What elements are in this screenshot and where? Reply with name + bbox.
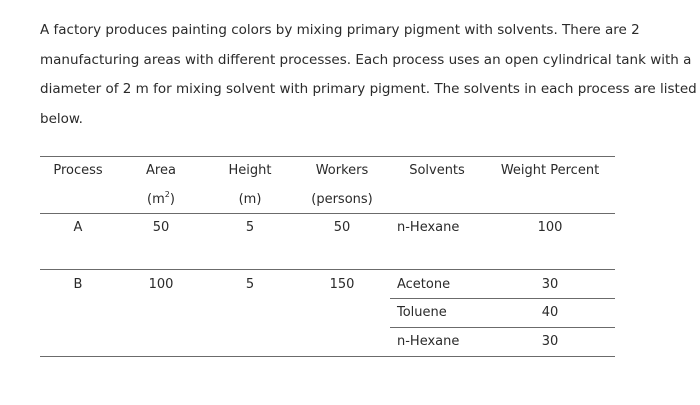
header-bottom-rule (40, 213, 615, 214)
row-b-height: 5 (245, 277, 255, 292)
paragraph-line: A factory produces painting colors by mixing primary pigment with solvents. There are 2 (40, 22, 640, 38)
row-b-area: 100 (148, 277, 174, 292)
row-b-solvent-3-weight: 30 (541, 334, 559, 349)
table-bottom-rule (40, 356, 615, 357)
header-workers: Workers (315, 163, 369, 178)
header-process: Process (53, 163, 103, 178)
row-a-workers: 50 (333, 220, 351, 235)
problem-statement (40, 16, 697, 134)
table-top-rule (40, 156, 615, 157)
row-a-height: 5 (245, 220, 255, 235)
row-b-workers: 150 (329, 277, 355, 292)
paragraph-line: manufacturing areas with different processes. Each process uses an open cylindrical tank with a (40, 51, 692, 68)
header-height-unit: (m) (238, 192, 262, 207)
row-b-solvent-2-weight: 40 (541, 305, 559, 320)
area-unit-suffix: ) (169, 192, 175, 207)
row-a-process: A (73, 220, 83, 235)
solvent-divider (390, 327, 615, 328)
area-unit-sup: 2 (164, 189, 170, 199)
paragraph-line: diameter of 2 m for mixing solvent with primary pigment. The solvents in each process are listed (40, 81, 697, 97)
header-height: Height (228, 163, 272, 178)
header-weight-percent: Weight Percent (500, 163, 600, 178)
row-b-solvent-1-name: Acetone (397, 277, 451, 292)
row-b-solvent-2-name: Toluene (397, 305, 447, 320)
row-b-solvent-1-weight: 30 (541, 277, 559, 292)
row-b-solvent-3-name: n-Hexane (397, 334, 460, 349)
area-unit-prefix: (m (147, 192, 165, 207)
row-a-solvent-weight: 100 (537, 220, 563, 235)
header-area-unit (147, 189, 175, 208)
paragraph-line: below. (40, 110, 83, 127)
header-solvents: Solvents (409, 163, 465, 178)
header-workers-unit: (persons) (311, 192, 373, 207)
row-divider (40, 269, 615, 270)
solvent-divider (390, 298, 615, 299)
row-a-solvent-name: n-Hexane (397, 220, 460, 235)
header-area: Area (146, 163, 176, 178)
row-b-process: B (73, 277, 83, 292)
row-a-area: 50 (152, 220, 170, 235)
